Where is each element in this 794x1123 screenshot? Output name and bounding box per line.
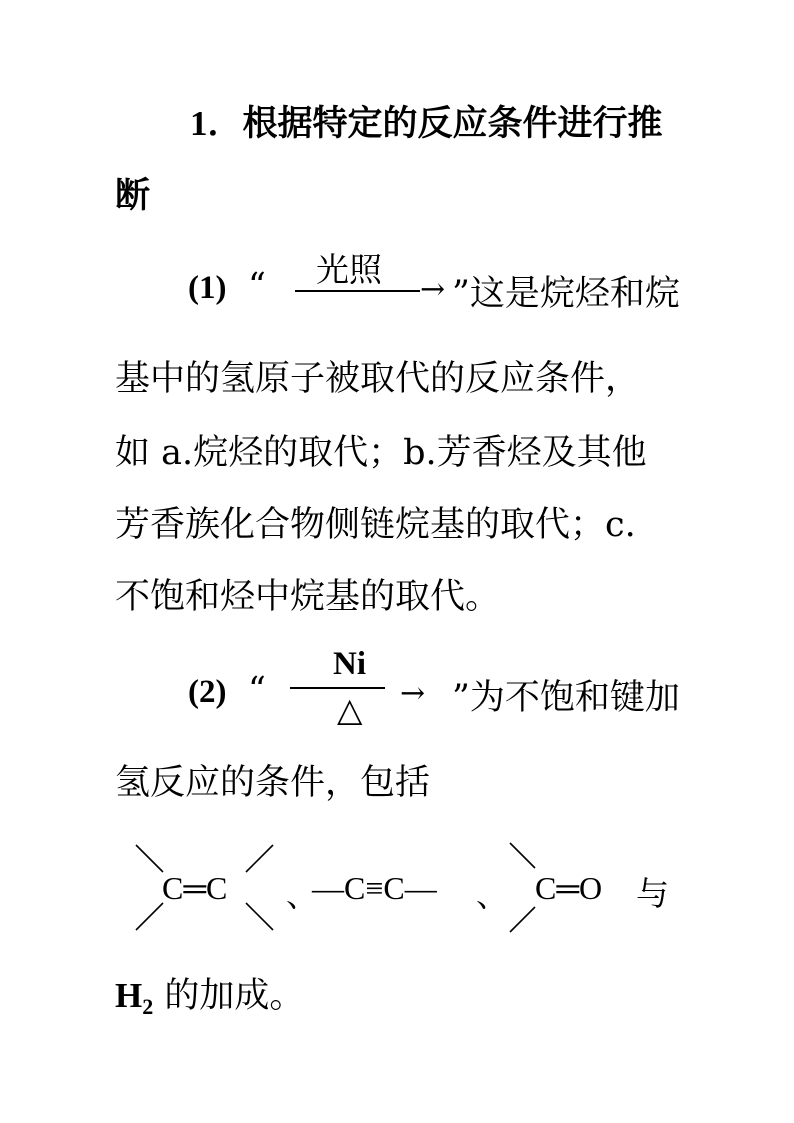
item2-last-text: 的加成。 — [153, 976, 305, 1016]
item2-label: (2) — [188, 674, 227, 710]
carbonyl-bond-lower — [510, 907, 535, 932]
item1-arrow-icon: → — [420, 272, 446, 307]
alkene-bond-upper-left — [136, 845, 163, 872]
item1-line-2: 如 a.烷烃的取代；b.芳香烃及其他 — [115, 433, 647, 473]
item1-close-text: ”这是烷烃和烷 — [452, 274, 680, 314]
item1-condition-light: 光照 — [316, 250, 382, 289]
item2-line-2: 氢反应的条件，包括 — [115, 763, 431, 803]
h2-formula: H — [115, 976, 143, 1015]
alkene-formula: C═C — [162, 870, 228, 906]
item2-close-text: ”为不饱和键加 — [452, 678, 680, 718]
chem-tail-text: 与 — [636, 874, 669, 913]
item2-last-line — [115, 978, 304, 1018]
alkene-bond-lower-left — [136, 903, 163, 930]
item1-label: (1) — [188, 270, 227, 306]
item2-arrow-icon: → — [400, 676, 426, 711]
item1-line-4: 不饱和烃中烷基的取代。 — [115, 577, 501, 617]
heading-text-2: 断 — [115, 175, 151, 216]
carbonyl-formula: C═O — [535, 870, 603, 906]
h2-subscript: 2 — [142, 994, 154, 1019]
item1-line-3: 芳香族化合物侧链烷基的取代；c. — [115, 505, 636, 545]
separator-2: 、 — [476, 876, 509, 914]
alkene-bond-lower-right — [246, 903, 273, 930]
heading-text-1: ．根据特定的反应条件进行推 — [207, 103, 663, 144]
separator-1: 、 — [286, 876, 319, 914]
alkyne-formula: —C≡C— — [312, 870, 437, 906]
item2-condition-ni: Ni — [333, 646, 366, 682]
item2-condition-heat: △ — [337, 690, 363, 729]
heading-number: 1 — [190, 104, 208, 143]
item1-open-quote: “ — [248, 266, 266, 306]
item1-line-1: 基中的氢原子被取代的反应条件， — [115, 359, 641, 399]
alkene-bond-upper-right — [246, 845, 273, 872]
carbonyl-bond-upper — [510, 843, 535, 868]
item2-open-quote: “ — [248, 670, 266, 710]
